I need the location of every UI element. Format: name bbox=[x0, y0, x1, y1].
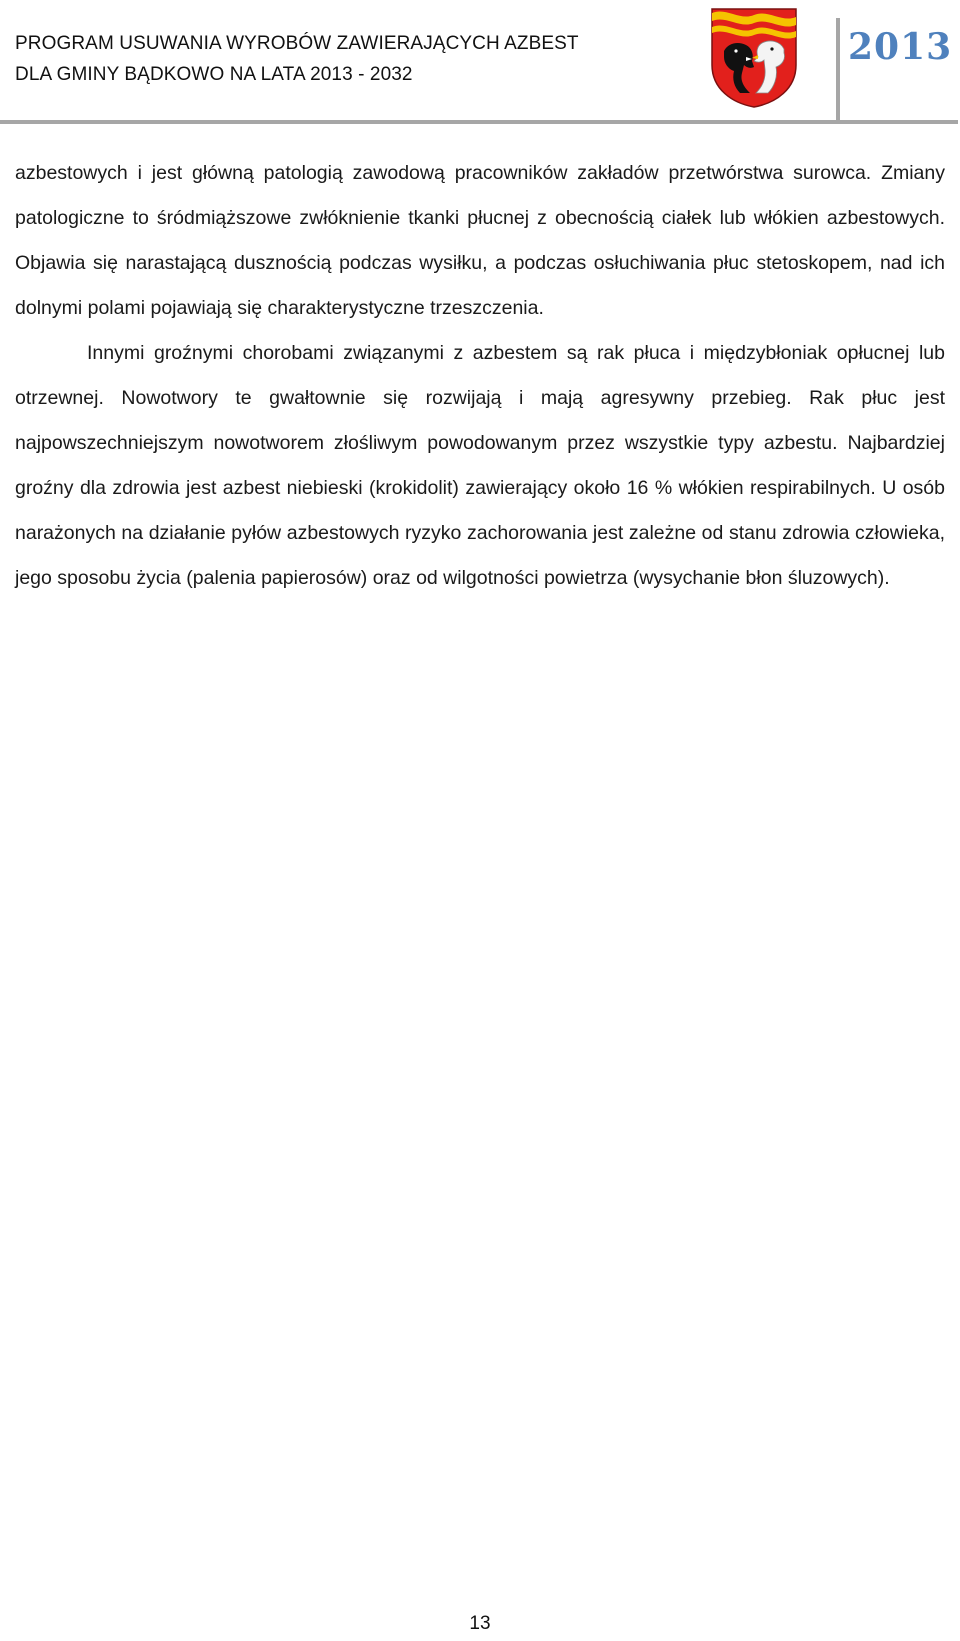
header-horizontal-rule bbox=[0, 120, 958, 124]
document-title bbox=[15, 28, 579, 90]
header-vertical-divider bbox=[836, 18, 840, 120]
document-title-line-2: DLA GMINY BĄDKOWO NA LATA 2013 - 2032 bbox=[15, 64, 413, 85]
page-number: 13 bbox=[469, 1613, 491, 1634]
body-paragraph-1: azbestowych i jest główną patologią zawodową pracowników zakładów przetwórstwa surowca. Zmiany patologiczne to śródmiąższowe zwłóknienie tkanki płucnej z obecnością ciałek lub włókien azbestowych. Objawia się narastającą dusznością podczas wysiłku, a podczas osłuchiwania płuc stetoskopem, nad ich dolnymi polami pojawiają się charakterystyczne trzeszczenia. bbox=[15, 162, 945, 319]
document-body bbox=[15, 151, 945, 601]
header-year: 2013 bbox=[848, 26, 953, 68]
coat-of-arms-icon bbox=[710, 7, 798, 109]
document-title-line-1: PROGRAM USUWANIA WYROBÓW ZAWIERAJĄCYCH AZBEST bbox=[15, 33, 579, 54]
page-header bbox=[0, 0, 960, 126]
body-paragraph-2: Innymi groźnymi chorobami związanymi z azbestem są rak płuca i międzybłoniak opłucnej lub otrzewnej. Nowotwory te gwałtownie się rozwijają i mają agresywny przebieg. Rak płuc jest najpowszechniejszym nowotworem złośliwym powodowanym przez wszystkie typy azbestu. Najbardziej groźny dla zdrowia jest azbest niebieski (krokidolit) zawierający około 16 % włókien respirabilnych. U osób narażonych na działanie pyłów azbestowych ryzyko zachorowania jest zależne od stanu zdrowia człowieka, jego sposobu życia (palenia papierosów) oraz od wilgotności powietrza (wysychanie błon śluzowych). bbox=[15, 342, 945, 589]
